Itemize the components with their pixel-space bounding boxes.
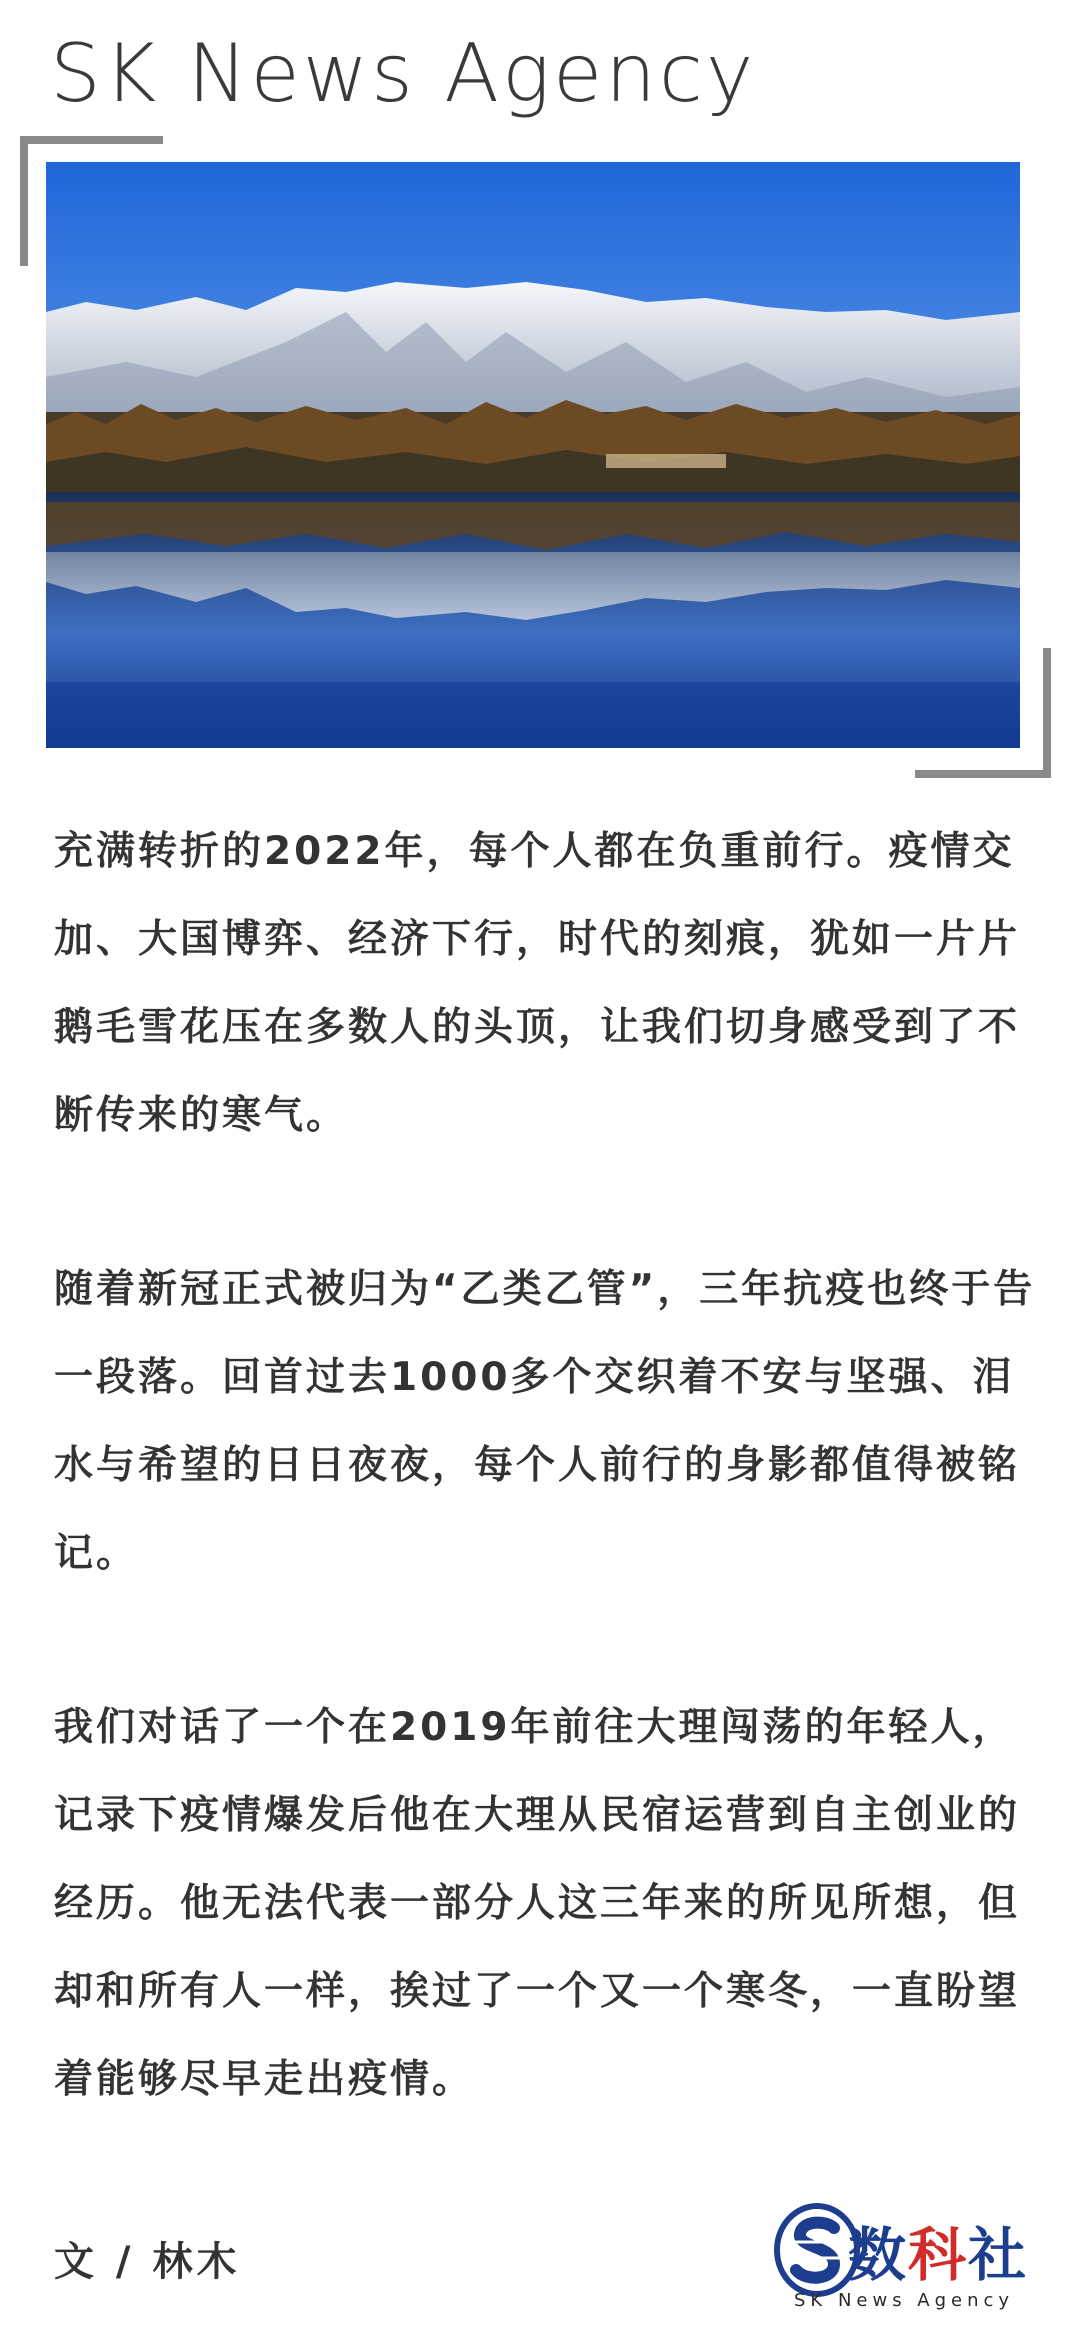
article-paragraph: 我们对话了一个在2019年前往大理闯荡的年轻人，记录下疫情爆发后他在大理从民宿运营到自主创业的经历。他无法代表一部分人这三年来的所见所想，但却和所有人一样，挨过了一个又一个寒冬，一直盼望着能够尽早走出疫情。 [54, 1705, 1021, 2102]
author-credit: 文 / 林木 [54, 2239, 241, 2285]
logo-char-she: 社 [968, 2221, 1029, 2289]
logo-char-shu: 数 [848, 2221, 909, 2289]
article-body [54, 808, 1044, 2210]
article-paragraph: 随着新冠正式被归为“乙类乙管”，三年抗疫也终于告一段落。回首过去1000多个交织着不安与坚强、泪水与希望的日日夜夜，每个人前行的身影都值得被铭记。 [54, 1267, 1036, 1576]
article-paragraph: 充满转折的2022年，每个人都在负重前行。疫情交加、大国博弈、经济下行，时代的刻痕，犹如一片片鹅毛雪花压在多数人的头顶，让我们切身感受到了不断传来的寒气。 [54, 829, 1021, 1138]
frame-corner-bottom-right [915, 648, 1051, 778]
sk-news-agency-logo [774, 2200, 1029, 2320]
brand-title: SK News Agency [50, 27, 757, 120]
snowy-mountain-lake-photo [46, 162, 1020, 748]
logo-char-ke: 科 [908, 2221, 969, 2289]
hero-image [46, 162, 1020, 748]
logo-chinese-name [848, 2208, 1028, 2292]
logo-english-name: SK News Agency [794, 2290, 1015, 2311]
